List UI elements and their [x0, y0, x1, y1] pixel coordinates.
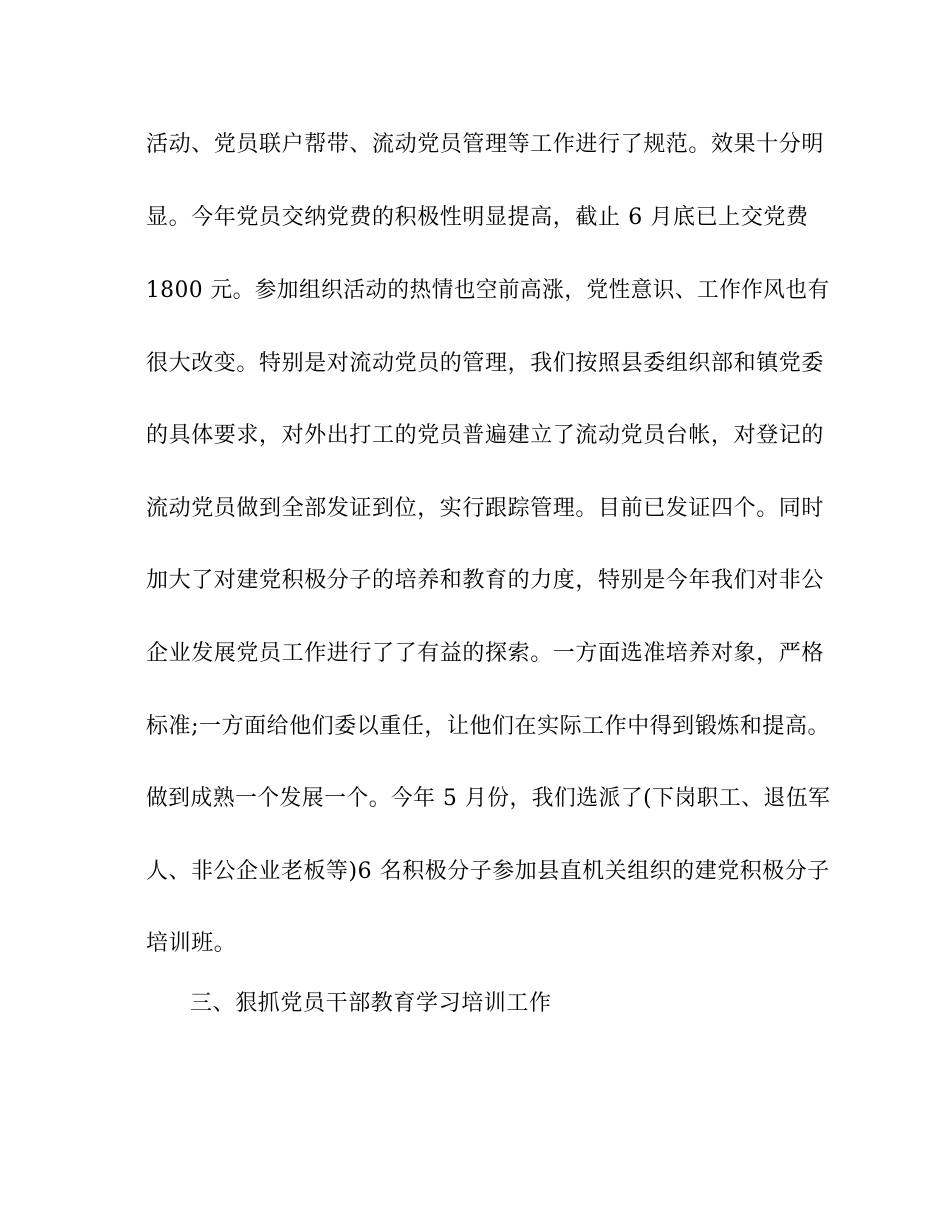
paragraph-line: 1800 元。参加组织活动的热情也空前高涨，党性意识、工作作风也有 [146, 278, 830, 303]
paragraph-line: 加大了对建党积极分子的培养和教育的力度，特别是今年我们对非公 [146, 568, 825, 593]
paragraph-line: 人、非公企业老板等)6 名积极分子参加县直机关组织的建党积极分子 [146, 859, 830, 884]
paragraph-line: 显。今年党员交纳党费的积极性明显提高，截止 6 月底已上交党费 [146, 205, 809, 230]
paragraph-line: 培训班。 [146, 931, 237, 956]
paragraph-line: 做到成熟一个发展一个。今年 5 月份，我们选派了(下岗职工、退伍军 [146, 786, 831, 811]
paragraph-line: 很大改变。特别是对流动党员的管理，我们按照县委组织部和镇党委 [146, 351, 825, 376]
paragraph-line: 流动党员做到全部发证到位，实行跟踪管理。目前已发证四个。同时 [146, 496, 825, 521]
paragraph-line: 活动、党员联户帮带、流动党员管理等工作进行了规范。效果十分明 [146, 132, 825, 157]
paragraph-line: 企业发展党员工作进行了了有益的探索。一方面选准培养对象，严格 [146, 641, 825, 666]
section-heading: 三、狠抓党员干部教育学习培训工作 [190, 991, 552, 1016]
paragraph-line: 的具体要求，对外出打工的党员普遍建立了流动党员台帐，对登记的 [146, 423, 825, 448]
paragraph-line: 标准;一方面给他们委以重任，让他们在实际工作中得到锻炼和提高。 [146, 714, 831, 739]
